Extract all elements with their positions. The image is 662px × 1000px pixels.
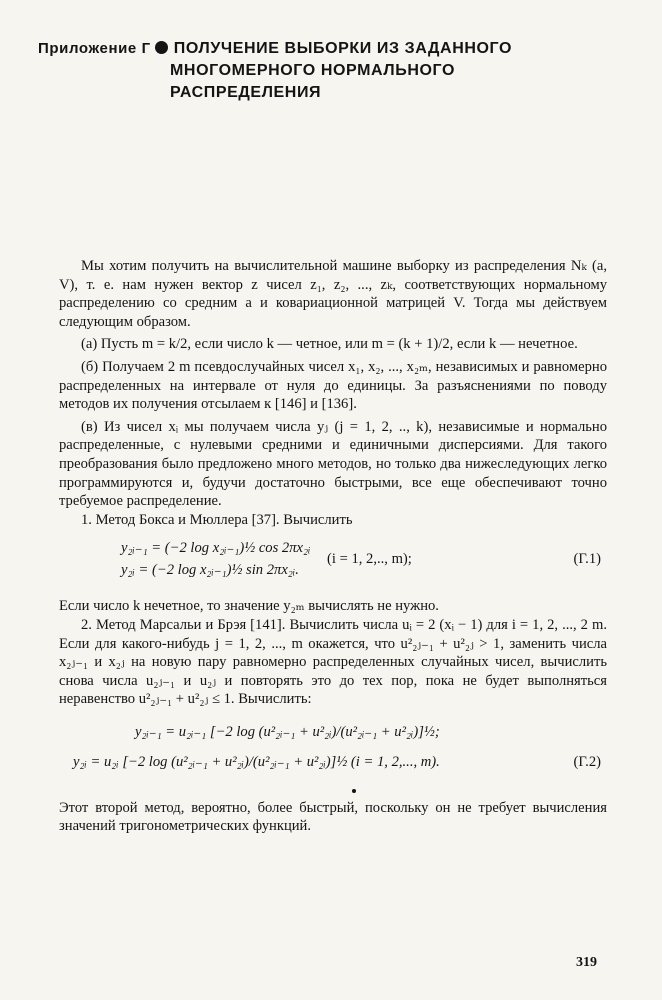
formula-g1-line-2: y₂ᵢ = (−2 log x₂ᵢ₋₁)½ sin 2πx₂ᵢ. [121,562,299,579]
formula-g1 [59,539,607,591]
print-dot-mark [352,789,356,793]
step-a-paragraph: (а) Пусть m = k/2, если число k — четное, или m = (k + 1)/2, если k — нечетное. [81,336,578,353]
formula-g2-line-2: y₂ᵢ = u₂ᵢ [−2 log (u²₂ᵢ₋₁ + u²₂ᵢ)/(u²₂ᵢ₋₁ + u²₂ᵢ)]½ (i = 1, 2,..., m). [73,753,440,770]
step-b-paragraph: (б) Получаем 2 m псевдослучайных чисел x₁, x₂, ..., x₂ₘ, независимых и равномерно распределенных на интервале от нуля до единицы. За разъяснениями по поводу методов их получения отсылаем к [146] и [136]. [59,358,607,413]
formula-g2 [59,723,607,781]
formula-g1-line-1: y₂ᵢ₋₁ = (−2 log x₂ᵢ₋₁)½ cos 2πx₂ᵢ [121,540,311,557]
method-2-paragraph: 2. Метод Марсальи и Брэя [141]. Вычислить числа uᵢ = 2 (xᵢ − 1) для i = 1, 2, ..., 2 m. Если для какого-нибудь j = 1, 2, ..., m окажется, что u²₂ⱼ₋₁ + u²₂ⱼ > 1, заменить числа x₂ⱼ₋₁ и x₂ⱼ на новую пару равномерно распределенных случайных чисел, вычислить снова числа u₂ⱼ₋₁ и u₂ⱼ и повторять это до тех пор, пока не будет выполняться неравенство u²₂ⱼ₋₁ + u²₂ⱼ ≤ 1. Вычислить: [59,616,607,708]
conclusion-paragraph: Этот второй метод, вероятно, более быстрый, поскольку он не требует вычисления значений тригонометрических функций. [59,799,607,835]
appendix-header [38,38,638,104]
bullet-icon [155,41,168,54]
method-1-intro: 1. Метод Бокса и Мюллера [37]. Вычислить [81,511,353,528]
formula-g2-number: (Г.2) [573,753,601,770]
step-c-paragraph: (в) Из чисел xᵢ мы получаем числа yⱼ (j = 1, 2, .., k), независимые и нормально распределенные, с нулевыми средними и единичными дисперсиями. Для такого преобразования было предложено много методов, но только два нижеследующих легко программируются и, будучи достаточно быстрыми, все еще обеспечивают точно требуемое распределение. [59,418,607,510]
appendix-title-line-1: ПОЛУЧЕНИЕ ВЫБОРКИ ИЗ ЗАДАННОГО [173,40,513,57]
appendix-label: Приложение Г [38,40,151,57]
method-1-note: Если число k нечетное, то значение y₂ₘ вычислять не нужно. [59,598,439,615]
formula-g1-number: (Г.1) [573,551,601,568]
appendix-title-line-3: РАСПРЕДЕЛЕНИЯ [170,84,322,101]
intro-paragraph: Мы хотим получить на вычислительной машине выборку из распределения Nₖ (a, V), т. е. нам нужен вектор z чисел z₁, z₂, ..., zₖ, соответствующих нормальному распределению со средним a и ковариационной матрицей V. Тогда мы действуем следующим образом. [59,258,607,330]
appendix-title-line-2: МНОГОМЕРНОГО НОРМАЛЬНОГО [170,62,456,79]
formula-g2-line-1: y₂ᵢ₋₁ = u₂ᵢ₋₁ [−2 log (u²₂ᵢ₋₁ + u²₂ᵢ)/(u²₂ᵢ₋₁ + u²₂ᵢ)]½; [135,723,440,740]
main-text [59,257,607,836]
formula-g1-condition: (i = 1, 2,.., m); [327,551,412,568]
page-number: 319 [576,955,597,970]
